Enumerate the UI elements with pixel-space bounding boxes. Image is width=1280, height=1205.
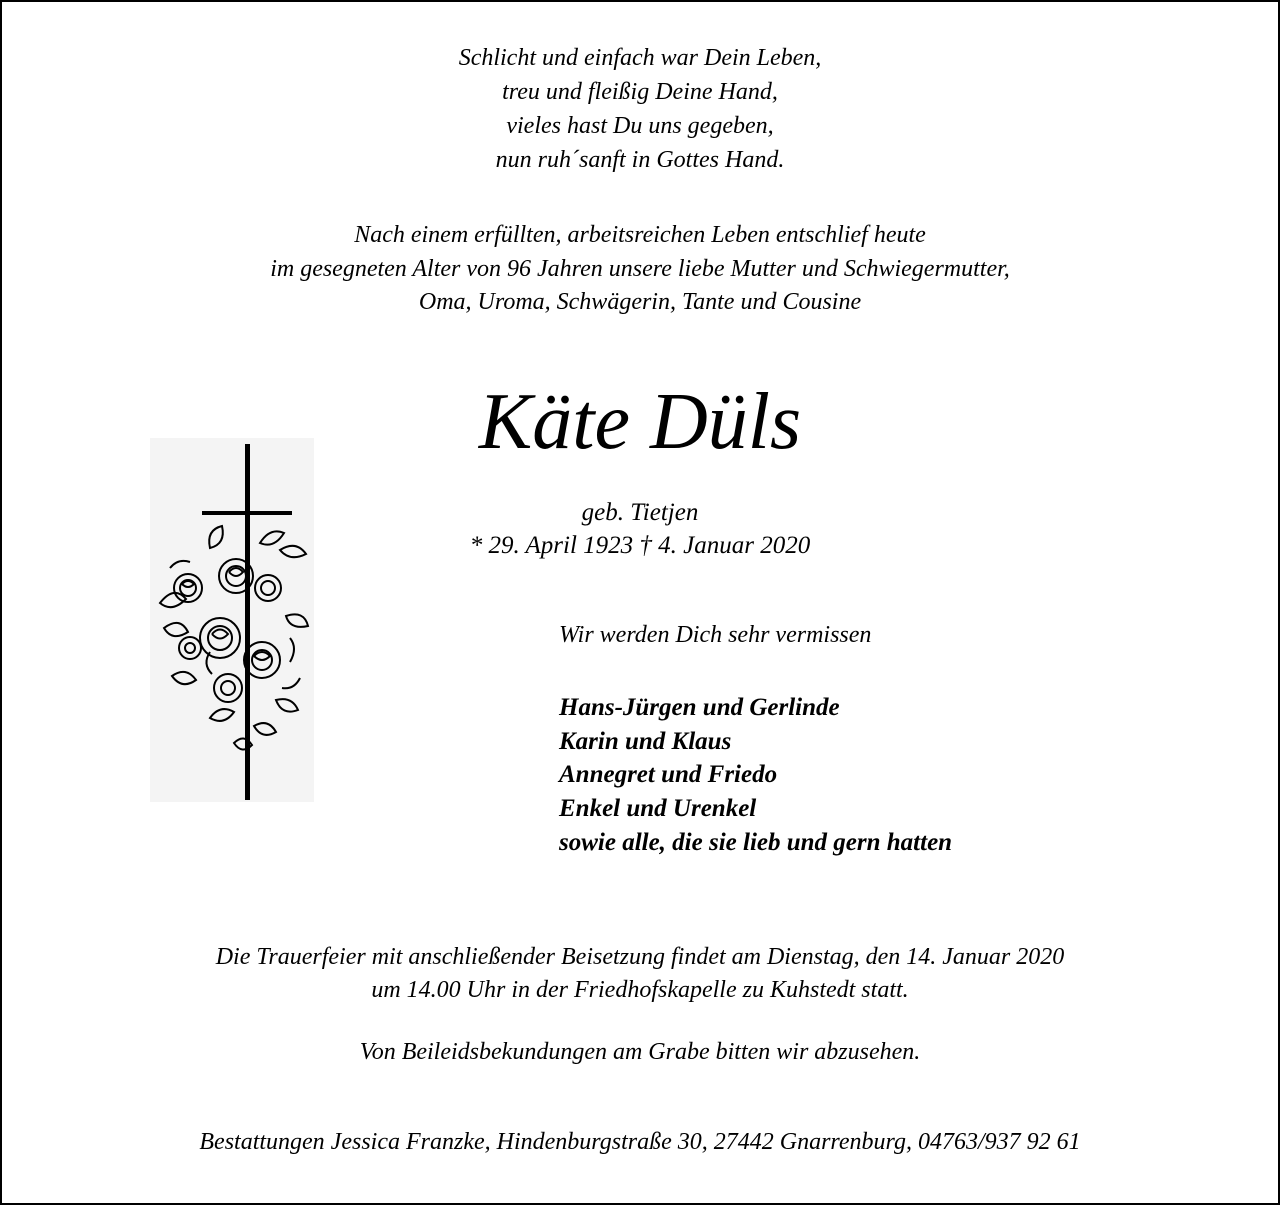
signoff-text: Wir werden Dich sehr vermissen — [559, 622, 872, 648]
condolences-note: Von Beileidsbekundungen am Grabe bitten wir abzusehen. — [359, 1039, 921, 1065]
funeral-line: Die Trauerfeier mit anschließender Beisetzung findet am Dienstag, den 14. Januar 2020 — [215, 944, 1065, 970]
funeral-line: um 14.00 Uhr in der Friedhofskapelle zu Kuhstedt statt. — [371, 977, 909, 1003]
birth-name: geb. Tietjen — [581, 499, 699, 526]
undertaker-address: Bestattungen Jessica Franzke, Hindenburgstraße 30, 27442 Gnarrenburg, 04763/937 92 61 — [199, 1129, 1081, 1155]
poem-line: nun ruh´sanft in Gottes Hand. — [495, 147, 785, 173]
poem-line: vieles hast Du uns gegeben, — [506, 113, 774, 139]
family-member: sowie alle, die sie lieb und gern hatten — [559, 829, 953, 856]
intro-line: im gesegneten Alter von 96 Jahren unsere liebe Mutter und Schwiegermutter, — [270, 256, 1010, 282]
cross-with-roses-icon — [150, 438, 314, 802]
poem-line: Schlicht und einfach war Dein Leben, — [458, 45, 822, 71]
poem-line: treu und fleißig Deine Hand, — [502, 79, 778, 105]
family-member: Annegret und Friedo — [559, 761, 778, 788]
family-member: Hans-Jürgen und Gerlinde — [559, 694, 840, 721]
life-dates: * 29. April 1923 † 4. Januar 2020 — [469, 532, 811, 559]
family-member: Enkel und Urenkel — [559, 795, 757, 822]
deceased-name: Käte Düls — [478, 378, 802, 466]
family-member: Karin und Klaus — [559, 728, 732, 755]
intro-line: Oma, Uroma, Schwägerin, Tante und Cousine — [418, 289, 862, 315]
intro-line: Nach einem erfüllten, arbeitsreichen Leben entschlief heute — [354, 222, 926, 248]
